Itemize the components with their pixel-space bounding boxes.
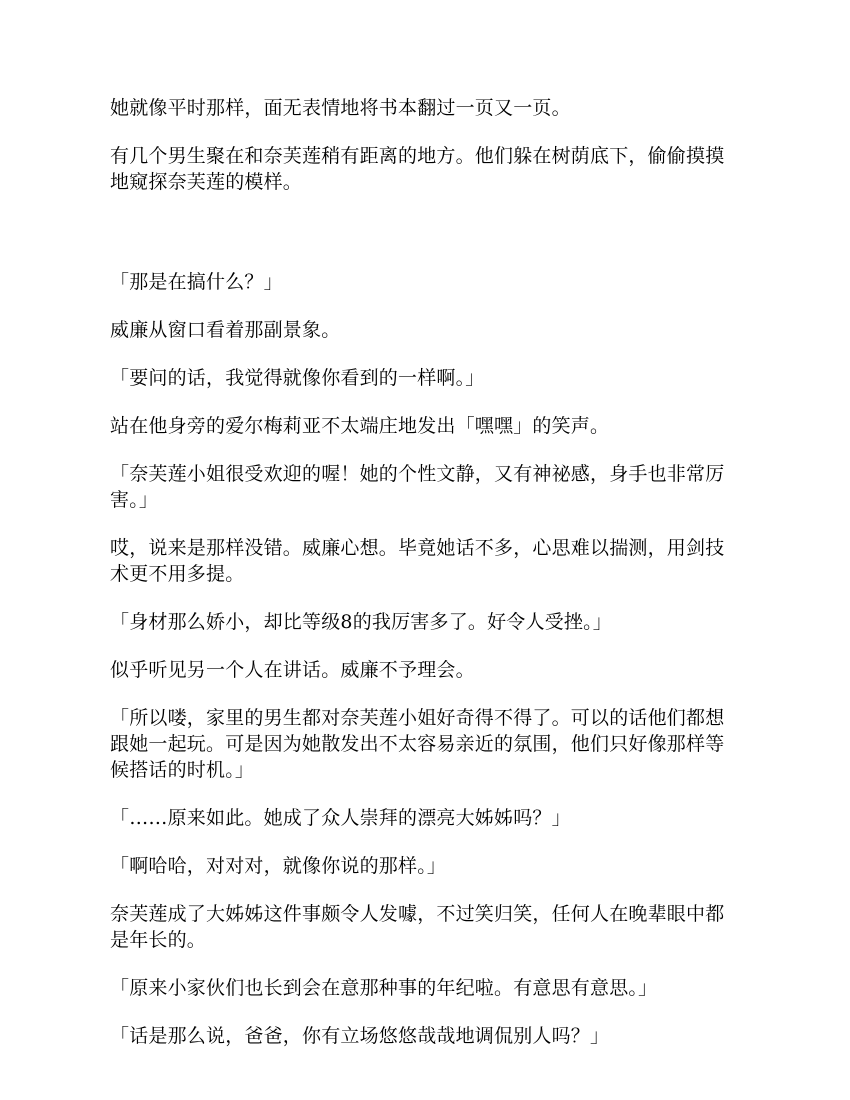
paragraph-4: 威廉从窗口看着那副景象。 [110, 319, 341, 341]
paragraph-2: 有几个男生聚在和奈芙莲稍有距离的地方。他们躲在树荫底下，偷偷摸摸地窥探奈芙莲的模样。 [110, 145, 725, 193]
paragraph-1: 她就像平时那样，面无表情地将书本翻过一页又一页。 [110, 97, 571, 119]
paragraph-16: 「话是那么说，爸爸，你有立场悠悠哉哉地调侃别人吗？」 [110, 1025, 610, 1047]
paragraph-10: 似乎听见另一个人在讲话。威廉不予理会。 [110, 659, 475, 681]
paragraph-7: 「奈芙莲小姐很受欢迎的喔！她的个性文静，又有神祕感，身手也非常厉害。」 [110, 463, 725, 511]
paragraph-9: 「身材那么娇小，却比等级8的我厉害多了。好令人受挫。」 [110, 611, 612, 633]
paragraph-12: 「……原来如此。她成了众人崇拜的漂亮大姊姊吗？」 [110, 807, 571, 829]
paragraph-5: 「要问的话，我觉得就像你看到的一样啊。」 [110, 367, 485, 389]
paragraph-14: 奈芙莲成了大姊姊这件事颇令人发噱，不过笑归笑，任何人在晚辈眼中都是年长的。 [110, 903, 725, 951]
paragraph-6: 站在他身旁的爱尔梅莉亚不太端庄地发出「嘿嘿」的笑声。 [110, 415, 610, 437]
paragraph-11: 「所以喽，家里的男生都对奈芙莲小姐好奇得不得了。可以的话他们都想跟她一起玩。可是因为她散发出不太容易亲近的氛围，他们只好像那样等候搭话的时机。」 [110, 707, 725, 781]
paragraph-13: 「啊哈哈，对对对，就像你说的那样。」 [110, 855, 447, 877]
section-break [110, 217, 740, 269]
paragraph-15: 「原来小家伙们也长到会在意那种事的年纪啦。有意思有意思。」 [110, 977, 658, 999]
paragraph-8: 哎，说来是那样没错。威廉心想。毕竟她话不多，心思难以揣测，用剑技术更不用多提。 [110, 537, 725, 585]
paragraph-3: 「那是在搞什么？」 [110, 271, 283, 293]
